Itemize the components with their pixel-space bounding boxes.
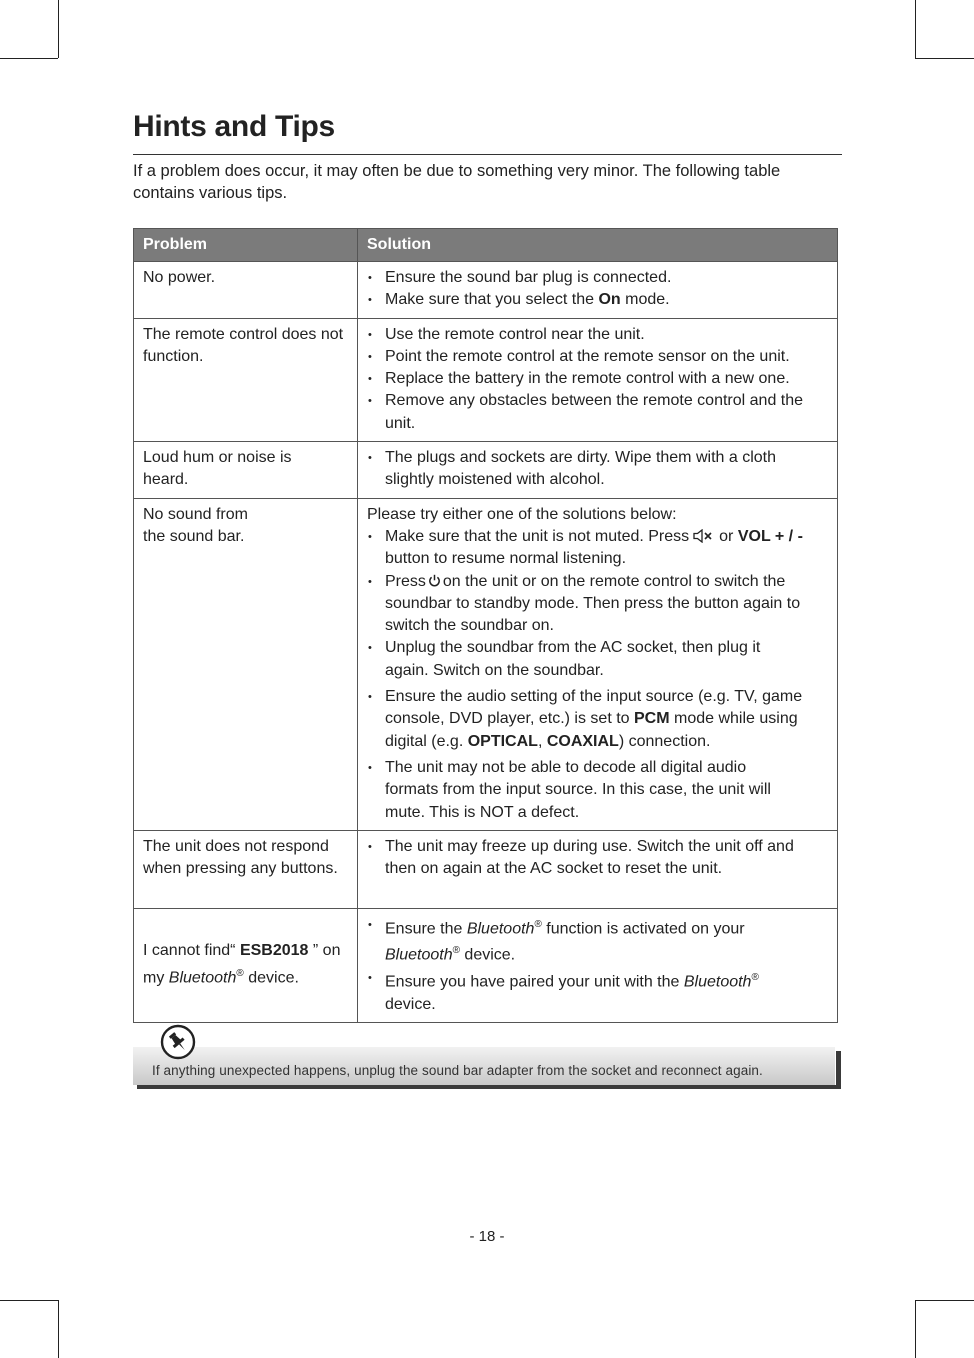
crop-mark [915, 1300, 974, 1301]
crop-mark [915, 58, 974, 59]
solution-cell [358, 318, 838, 441]
solution-cell [358, 262, 838, 319]
mute-icon [693, 528, 715, 542]
solution-item: • The unit may not be able to decode all digital audio formats from the input source. In this case, the unit will mute. This is NOT a defect. [367, 757, 828, 824]
solution-cell [358, 830, 838, 908]
problem-line: the sound bar. [143, 527, 245, 545]
page-title: Hints and Tips [133, 110, 335, 143]
table-row [134, 498, 838, 830]
problem-cell: No power. [134, 262, 358, 319]
crop-mark [915, 1300, 916, 1358]
solution-item: • Make sure that the unit is not muted. Press or VOL + / - button to resume normal listening. [367, 526, 828, 571]
solution-item: • Point the remote control at the remote sensor on the unit. [367, 346, 828, 368]
solution-item: • Ensure the Bluetooth® function is activated on your Bluetooth® device. [367, 914, 828, 967]
solution-cell [358, 908, 838, 1022]
solution-item: • Make sure that you select the On mode. [367, 289, 828, 311]
crop-mark [58, 1300, 59, 1358]
solution-header: Solution [358, 229, 838, 262]
table-row [134, 318, 838, 441]
pin-icon [160, 1024, 196, 1060]
crop-mark [58, 0, 59, 58]
solution-cell [358, 442, 838, 499]
solution-cell [358, 498, 838, 830]
solution-item: • The unit may freeze up during use. Switch the unit off and then on again at the AC socket to reset the unit. [367, 836, 828, 881]
crop-mark [0, 1300, 58, 1301]
title-divider [133, 154, 842, 155]
problem-cell [134, 498, 358, 830]
tip-text: If anything unexpected happens, unplug the sound bar adapter from the socket and reconnect again. [152, 1063, 763, 1078]
solution-item: • Ensure the sound bar plug is connected. [367, 267, 828, 289]
solution-item: • Replace the battery in the remote control with a new one. [367, 368, 828, 390]
problem-cell: I cannot find“ ESB2018 ” on my Bluetooth® device. [134, 908, 358, 1022]
solution-item: • Ensure the audio setting of the input source (e.g. TV, game console, DVD player, etc.) is set to PCM mode while using digital (e.g. OPTICAL, COAXIAL) connection. [367, 686, 828, 753]
table-row [134, 830, 838, 908]
crop-mark [915, 0, 916, 58]
table-row [134, 442, 838, 499]
page-number: - 18 - [469, 1228, 505, 1245]
table-row [134, 262, 838, 319]
tips-table [133, 228, 838, 1023]
power-icon [428, 572, 441, 585]
problem-line: No sound from [143, 505, 248, 523]
table-row [134, 908, 838, 1022]
problem-cell: Loud hum or noise is heard. [134, 442, 358, 499]
problem-header: Problem [134, 229, 358, 262]
solution-item: • Remove any obstacles between the remote control and the unit. [367, 390, 828, 435]
tip-box [133, 1045, 841, 1089]
solution-lead: Please try either one of the solutions below: [367, 505, 677, 523]
problem-cell: The remote control does not function. [134, 318, 358, 441]
crop-mark [0, 58, 58, 59]
problem-cell: The unit does not respond when pressing any buttons. [134, 830, 358, 908]
solution-item: • Ensure you have paired your unit with the Bluetooth® device. [367, 967, 828, 1016]
solution-item: • Use the remote control near the unit. [367, 324, 828, 346]
solution-item: • The plugs and sockets are dirty. Wipe them with a cloth slightly moistened with alcohol. [367, 447, 828, 492]
solution-item: • Unplug the soundbar from the AC socket, then plug it again. Switch on the soundbar. [367, 637, 828, 682]
solution-item: • Press on the unit or on the remote control to switch the soundbar to standby mode. Then press the button again to switch the soundbar on. [367, 571, 828, 638]
intro-text: If a problem does occur, it may often be due to something very minor. The following table contains various tips. [133, 162, 781, 202]
table-header-row [134, 229, 838, 262]
